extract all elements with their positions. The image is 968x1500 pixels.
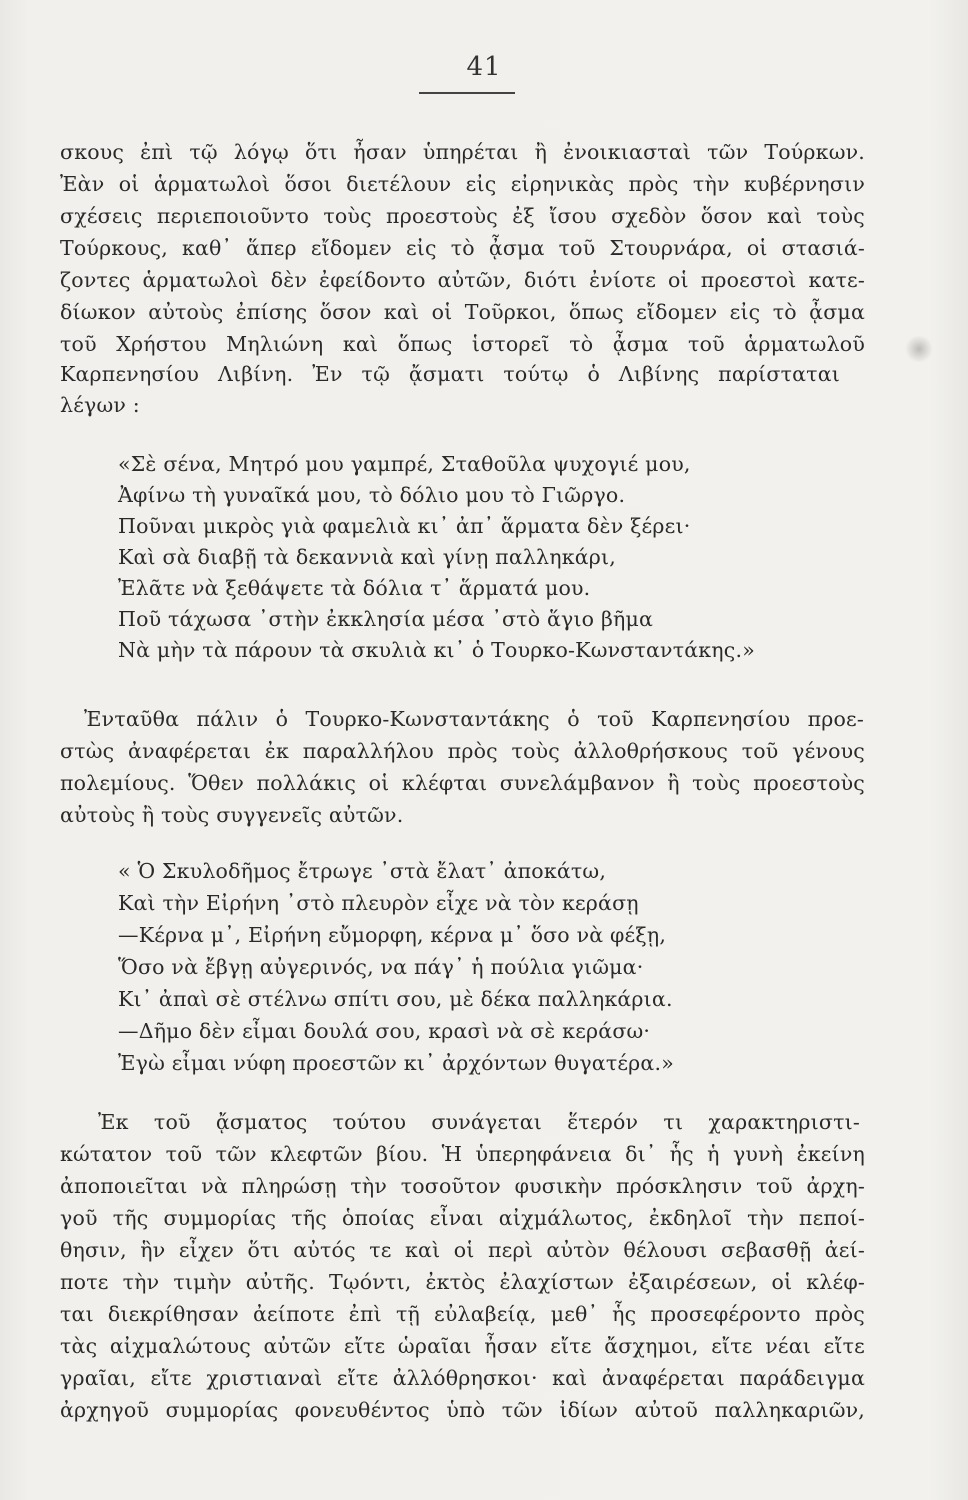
- verse2-line-2: Καὶ τὴν Εἰρήνη ᾽στὸ πλευρὸν εἶχε νὰ τὸν κεράσῃ: [118, 891, 639, 915]
- para3-line-10: ἀρχηγοῦ συμμορίας φονευθέντος ὑπὸ τῶν ἰδίων αὐτοῦ παλληκαριῶν,: [60, 1398, 865, 1422]
- verse2-line-7: Ἐγὼ εἶμαι νύφη προεστῶν κι᾽ ἀρχόντων θυγατέρα.»: [118, 1051, 674, 1075]
- ink-stain: [904, 336, 934, 362]
- para2-line-2: στὼς ἀναφέρεται ἐκ παραλλήλου πρὸς τοὺς ἀλλοθρήσκους τοῦ γένους: [60, 739, 865, 763]
- verse1-line-1: «Σὲ σένα, Μητρό μου γαμπρέ, Σταθοῦλα ψυχογιέ μου,: [118, 452, 691, 476]
- para2-line-1: Ἐνταῦθα πάλιν ὁ Τουρκο-Κωνσταντάκης ὁ τοῦ Καρπενησίου προε-: [84, 707, 864, 731]
- para3-line-7: ται διεκρίθησαν ἀείποτε ἐπὶ τῇ εὐλαβείᾳ, μεθ᾽ ἧς προσεφέροντο πρὸς: [60, 1302, 865, 1326]
- para3-line-2: κώτατον τοῦ τῶν κλεφτῶν βίου. Ἡ ὑπερηφάνεια δι᾽ ἧς ἡ γυνὴ ἐκείνη: [60, 1142, 865, 1166]
- para3-line-1: Ἐκ τοῦ ᾄσματος τούτου συνάγεται ἕτερόν τι χαρακτηριστι-: [98, 1110, 860, 1134]
- verse2-line-4: Ὅσο νὰ ἔβγῃ αὐγερινός, να πάγ᾽ ἡ πούλια γιῶμα·: [118, 955, 644, 979]
- para2-line-4: αὐτοὺς ἢ τοὺς συγγενεῖς αὐτῶν.: [60, 803, 404, 827]
- verse1-line-5: Ἐλᾶτε νὰ ξεθάψετε τὰ δόλια τ᾽ ἅρματά μου.: [118, 576, 591, 600]
- verse1-line-4: Καὶ σὰ διαβῇ τὰ δεκαννιὰ καὶ γίνῃ παλληκάρι,: [118, 545, 616, 569]
- para1-line-4: Τούρκους, καθ᾽ ἅπερ εἴδομεν εἰς τὸ ᾆσμα τοῦ Στουρνάρα, οἱ στασιά-: [60, 236, 865, 260]
- para3-line-5: θησιν, ἣν εἶχεν ὅτι αὐτός τε καὶ οἱ περὶ αὐτὸν θέλουσι σεβασθῇ ἀεί-: [60, 1238, 865, 1262]
- para1-line-3: σχέσεις περιεποιοῦντο τοὺς προεστοὺς ἐξ ἴσου σχεδὸν ὅσον καὶ τοὺς: [60, 204, 865, 228]
- para1-line-1: σκους ἐπὶ τῷ λόγῳ ὅτι ἦσαν ὑπηρέται ἢ ἐνοικιασταὶ τῶν Τούρκων.: [60, 140, 865, 164]
- para3-line-8: τὰς αἰχμαλώτους αὐτῶν εἴτε ὡραῖαι ἦσαν εἴτε ἄσχημοι, εἴτε νέαι εἴτε: [60, 1334, 865, 1358]
- para1-line-8: Καρπενησίου Λιβίνη. Ἐν τῷ ᾄσματι τούτῳ ὁ Λιβίνης παρίσταται: [60, 362, 840, 386]
- verse2-line-5: Κι᾽ ἀπαὶ σὲ στέλνω σπίτι σου, μὲ δέκα παλληκάρια.: [118, 987, 673, 1011]
- para1-line-2: Ἐὰν οἱ ἁρματωλοὶ ὅσοι διετέλουν εἰς εἰρηνικὰς πρὸς τὴν κυβέρνησιν: [60, 172, 865, 196]
- verse2-line-3: —Κέρνα μ᾽, Εἰρήνη εὔμορφη, κέρνα μ᾽ ὅσο νὰ φέξῃ,: [118, 923, 667, 947]
- verse1-line-7: Νὰ μὴν τὰ πάρουν τὰ σκυλιὰ κι᾽ ὁ Τουρκο-Κωνσταντάκης.»: [118, 638, 755, 662]
- verse2-line-6: —Δῆμο δὲν εἶμαι δουλά σου, κρασὶ νὰ σὲ κεράσω·: [118, 1019, 651, 1043]
- page-number: 41: [466, 52, 502, 82]
- page-number-rule: [419, 92, 515, 94]
- para1-line-7: τοῦ Χρήστου Μηλιώνη καὶ ὅπως ἱστορεῖ τὸ ᾆσμα τοῦ ἁρματωλοῦ: [60, 332, 865, 356]
- para3-line-6: ποτε τὴν τιμὴν αὐτῆς. Τῳόντι, ἐκτὸς ἐλαχίστων ἐξαιρέσεων, οἱ κλέφ-: [60, 1270, 865, 1294]
- para2-line-3: πολεμίους. Ὅθεν πολλάκις οἱ κλέφται συνελάμβανον ἢ τοὺς προεστοὺς: [60, 771, 865, 795]
- verse1-line-6: Ποῦ τάχωσα ᾽στὴν ἐκκλησία μέσα ᾽στὸ ἅγιο βῆμα: [118, 607, 654, 631]
- verse1-line-3: Ποῦναι μικρὸς γιὰ φαμελιὰ κι᾽ ἀπ᾽ ἅρματα δὲν ξέρει·: [118, 514, 691, 538]
- para3-line-3: ἀποποιεῖται νὰ πληρώσῃ τὴν τοσοῦτον φυσικὴν πρόσκλησιν τοῦ ἀρχη-: [60, 1174, 865, 1198]
- para3-line-9: γραῖαι, εἴτε χριστιαναὶ εἴτε ἀλλόθρησκοι· καὶ ἀναφέρεται παράδειγμα: [60, 1366, 865, 1390]
- verse1-line-2: Ἀφίνω τὴ γυναῖκά μου, τὸ δόλιο μου τὸ Γιῶργο.: [118, 483, 626, 507]
- para1-line-5: ζοντες ἁρματωλοὶ δὲν ἐφείδοντο αὐτῶν, διότι ἐνίοτε οἱ προεστοὶ κατε-: [60, 268, 865, 292]
- para3-line-4: γοῦ τῆς συμμορίας τῆς ὁποίας εἶναι αἰχμάλωτος, ἐκδηλοῖ τὴν πεποί-: [60, 1206, 865, 1230]
- para1-line-6: δίωκον αὐτοὺς ἐπίσης ὅσον καὶ οἱ Τοῦρκοι, ὅπως εἴδομεν εἰς τὸ ᾆσμα: [60, 300, 865, 324]
- para1-line-9: λέγων :: [60, 393, 140, 417]
- verse2-line-1: « Ὁ Σκυλοδῆμος ἔτρωγε ᾽στὰ ἔλατ᾽ ἀποκάτω,: [118, 859, 607, 883]
